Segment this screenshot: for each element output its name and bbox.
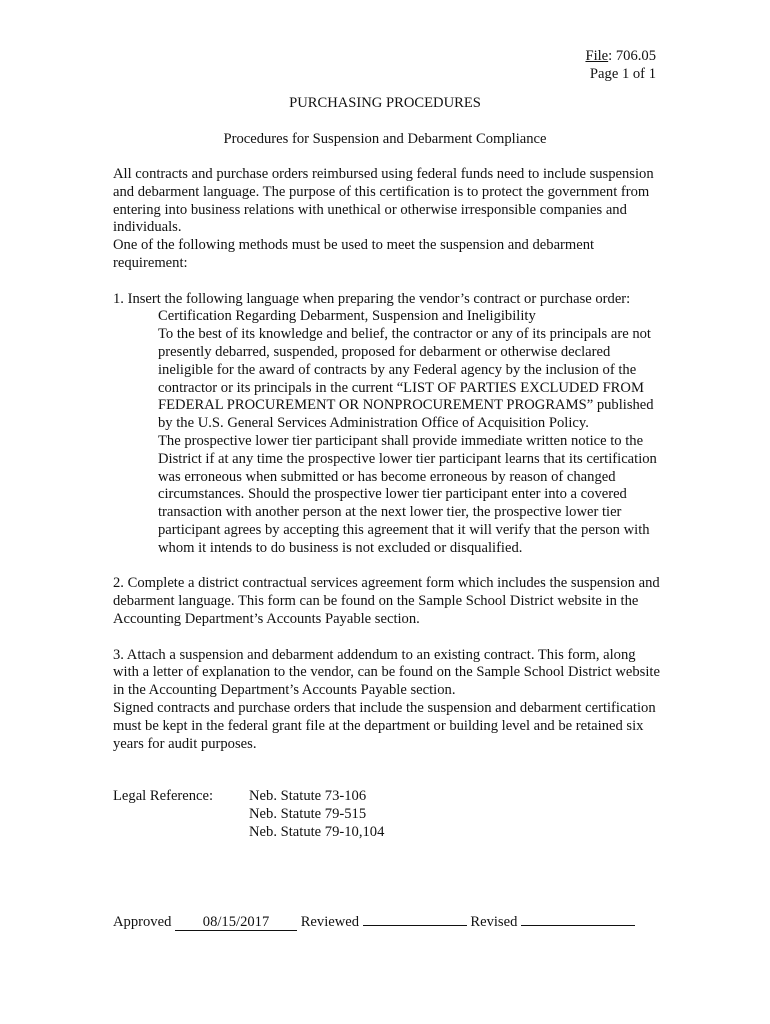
approved-date-field: 08/15/2017: [175, 914, 297, 931]
legal-reference-list: [249, 787, 384, 841]
certification-paragraph-2: The prospective lower tier participant shall provide immediate written notice to the District if at any time the prospective lower tier participant learns that its certification was erroneous when submitted or has become erroneous by reason of changed circumstances. Should the prospective lower tier participant enter into a covered transaction with another person at the next lower tier, the prospective lower tier participant agrees by accepting this agreement that it will verify that the person with whom it intends to do business is not excluded or disqualified.: [158, 432, 657, 556]
file-number: : 706.05: [608, 48, 656, 64]
spacer: [113, 273, 665, 291]
document-title: PURCHASING PROCEDURES: [289, 95, 481, 111]
certification-title: Certification Regarding Debarment, Suspension and Ineligibility: [158, 308, 536, 325]
certification-paragraph-1: To the best of its knowledge and belief, the contractor or any of its principals are not presently debarred, suspended, proposed for debarment or otherwise declared ineligible for the award of contracts by any Federal agency by the inclusion of the contractor or its principals in the current “LIST OF PARTIES EXCLUDED FROM FEDERAL PROCUREMENT OR NONPROCUREMENT PROGRAMS” published by the U.S. General Services Administration Office of Acquisition Policy.: [158, 326, 654, 432]
revised-label: Revised: [470, 914, 518, 930]
legal-reference-item: Neb. Statute 79-515: [249, 806, 367, 822]
legal-reference-item: Neb. Statute 79-10,104: [249, 824, 385, 840]
file-reference: [585, 47, 656, 65]
legal-reference-label: Legal Reference:: [113, 788, 214, 804]
document-body: [113, 166, 665, 753]
method-1-lead: 1. Insert the following language when preparing the vendor’s contract or purchase order:: [113, 290, 631, 307]
document-subtitle: Procedures for Suspension and Debarment Compliance: [223, 131, 547, 147]
reviewed-label: Reviewed: [300, 914, 360, 930]
spacer: [113, 558, 665, 576]
file-header: [585, 47, 656, 83]
intro-paragraph: All contracts and purchase orders reimbursed using federal funds need to include suspension and debarment language. The purpose of this certification is to protect the government from entering into business relations with unethical or otherwise irresponsible companies and individuals.: [113, 166, 654, 236]
legal-reference-item: Neb. Statute 73-106: [249, 788, 367, 804]
file-label: File: [585, 48, 609, 64]
page-info: Page 1 of 1: [589, 66, 656, 82]
method-3: 3. Attach a suspension and debarment addendum to an existing contract. This form, along with a letter of explanation to the vendor, can be found on the Sample School District website in the Accounting Department’s Accounts Payable section.: [113, 646, 660, 699]
spacer: [113, 629, 665, 647]
intro-requirement: One of the following methods must be used to meet the suspension and debarment requirement:: [113, 237, 595, 271]
reviewed-field: [363, 925, 467, 926]
approval-footer: [113, 913, 635, 931]
method-2: 2. Complete a district contractual services agreement form which includes the suspension and debarment language. This form can be found on the Sample School District website in the Accounting Department’s Accounts Payable section.: [113, 575, 660, 627]
revised-field: [521, 925, 635, 926]
approved-label: Approved: [113, 914, 172, 930]
retention-paragraph: Signed contracts and purchase orders that include the suspension and debarment certification must be kept in the federal grant file at the department or building level and be retained six years for audit purposes.: [113, 699, 656, 752]
